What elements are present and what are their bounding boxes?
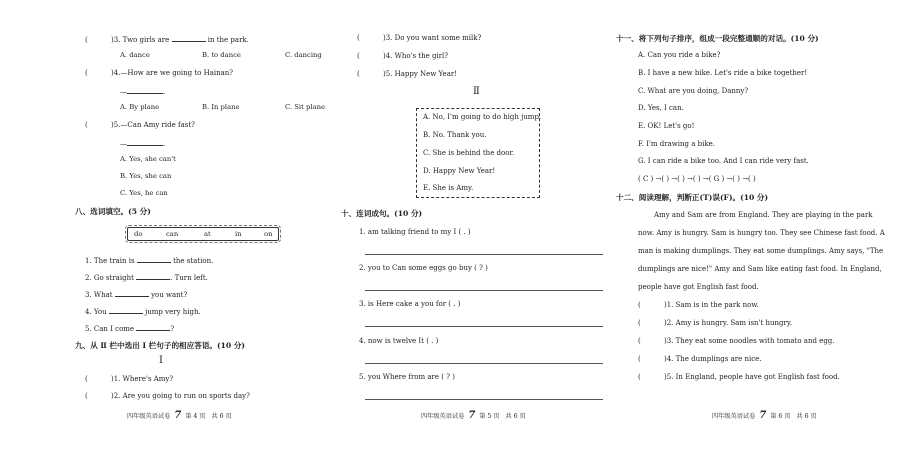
- option-b[interactable]: B. In plane: [202, 103, 240, 111]
- answer-paren[interactable]: (: [638, 319, 641, 327]
- answer-paren[interactable]: (: [357, 52, 360, 60]
- word-bank-item: at: [204, 230, 211, 238]
- answer-write-line[interactable]: [365, 363, 603, 364]
- answer-write-line[interactable]: [365, 254, 603, 255]
- option-c[interactable]: C. dancing: [285, 51, 322, 59]
- word-bank-item: do: [134, 230, 143, 238]
- judge-item-4: ( )4. The dumplings are nice.: [638, 355, 762, 363]
- column-i-label: Ⅰ: [159, 355, 163, 366]
- dialog-sentence: D. Yes, I can.: [638, 104, 684, 112]
- page-5-column: [341, 0, 605, 457]
- fill-blank[interactable]: [136, 323, 170, 331]
- fill-blank[interactable]: [127, 138, 163, 146]
- option-c[interactable]: C. Sit plane: [285, 103, 325, 111]
- exam-logo-mark: 7: [468, 410, 476, 421]
- answer-write-line[interactable]: [365, 326, 603, 327]
- judge-item-2: ( )2. Amy is hungry. Sam isn't hungry.: [638, 319, 793, 327]
- word-bank-box: [127, 227, 279, 241]
- answer-paren[interactable]: (: [638, 355, 641, 363]
- question-5: ( )5.—Can Amy ride fast?: [85, 121, 195, 129]
- sentence-item-1: 1. am talking friend to my I ( . ): [359, 228, 471, 236]
- answer-paren[interactable]: (: [638, 373, 641, 381]
- answer-write-line[interactable]: [365, 290, 603, 291]
- passage-line: Amy and Sam are from England. They are playing in the park: [654, 211, 873, 219]
- exam-logo-mark: 7: [174, 410, 182, 421]
- answer-option: B. No. Thank you.: [423, 131, 487, 139]
- dialog-sentence: E. OK! Let's go!: [638, 122, 695, 130]
- answer-line: — .: [120, 140, 166, 148]
- fill-item-4: 4. You jump very high.: [85, 308, 201, 316]
- judge-item-1: ( )1. Sam is in the park now.: [638, 301, 759, 309]
- option-a[interactable]: A. Yes, she can't: [120, 155, 176, 163]
- fill-blank[interactable]: [137, 255, 171, 263]
- dialog-sentence: A. Can you ride a bike?: [638, 51, 721, 59]
- passage-line: dumplings are nice!" Amy and Sam like eating fast food. In England,: [638, 265, 882, 273]
- dialog-sentence: C. What are you doing, Danny?: [638, 87, 749, 95]
- answer-line: — .: [120, 88, 166, 96]
- fill-blank[interactable]: [172, 34, 206, 42]
- section-11-title: 十一、将下列句子排序，组成一段完整通顺的对话。(10 分): [616, 34, 819, 43]
- section-10-title: 十、连词成句。(10 分): [341, 209, 423, 218]
- answer-options-box: [416, 108, 540, 198]
- option-b[interactable]: B. Yes, she can: [120, 172, 172, 180]
- dialog-sentence: F. I'm drawing a bike.: [638, 140, 715, 148]
- answer-paren[interactable]: (: [638, 337, 641, 345]
- option-b[interactable]: B. to dance: [202, 51, 241, 59]
- page-footer: 四年级英语试卷 7 第 6 页 共 6 页: [712, 410, 817, 421]
- dialog-sentence: G. I can ride a bike too. And I can ride very fast.: [638, 157, 809, 165]
- fill-blank[interactable]: [109, 306, 143, 314]
- section-12-title: 十二、阅读理解，判断正(T)误(F)。(10 分): [616, 193, 769, 202]
- fill-blank[interactable]: [127, 86, 163, 94]
- fill-item-1: 1. The train is the station.: [85, 257, 214, 265]
- answer-paren[interactable]: (: [85, 121, 88, 129]
- section-8-title: 八、选词填空。(5 分): [75, 207, 151, 216]
- sentence-item-2: 2. you to Can some eggs go buy ( ? ): [359, 264, 488, 272]
- exam-logo-mark: 7: [759, 410, 767, 421]
- page-footer: 四年级英语试卷 7 第 5 页 共 6 页: [421, 410, 526, 421]
- match-item-2: ( )2. Are you going to run on sports day?: [85, 392, 250, 400]
- page-6-column: [616, 0, 890, 457]
- option-c[interactable]: C. Yes, he can: [120, 189, 168, 197]
- sentence-item-3: 3. is Here cake a you for ( . ): [359, 300, 461, 308]
- answer-paren[interactable]: (: [357, 70, 360, 78]
- match-item-4: ( )4. Who's the girl?: [357, 52, 449, 60]
- answer-option: A. No, I'm going to do high jump.: [423, 113, 542, 121]
- page-4-column: [75, 0, 333, 457]
- word-bank-item: on: [264, 230, 273, 238]
- judge-item-5: ( )5. In England, people have got English fast food.: [638, 373, 840, 381]
- option-a[interactable]: A. By plane: [120, 103, 160, 111]
- fill-blank[interactable]: [136, 272, 170, 280]
- section-9-title: 九、从 Ⅱ 栏中选出 Ⅰ 栏句子的相应答语。(10 分): [75, 341, 246, 350]
- passage-line: now. Amy is hungry. Sam is hungry too. They see Chinese fast food. A: [638, 229, 885, 237]
- dialog-sentence: B. I have a new bike. Let's ride a bike together!: [638, 69, 808, 77]
- question-4: ( )4.—How are we going to Hainan?: [85, 69, 234, 77]
- answer-paren[interactable]: (: [85, 392, 88, 400]
- fill-item-3: 3. What you want?: [85, 291, 188, 299]
- judge-item-3: ( )3. They eat some noodles with tomato and egg.: [638, 337, 835, 345]
- fill-blank[interactable]: [115, 289, 149, 297]
- order-answer-line[interactable]: ( C ) →( ) →( ) →( ) →( G ) →( ) →( ): [638, 175, 756, 183]
- answer-paren[interactable]: (: [85, 375, 88, 383]
- sentence-item-4: 4. now is twelve It ( . ): [359, 337, 439, 345]
- question-3: ( )3. Two girls are in the park.: [85, 36, 249, 44]
- match-item-3: ( )3. Do you want some milk?: [357, 34, 482, 42]
- answer-paren[interactable]: (: [85, 69, 88, 77]
- page-footer: 四年级英语试卷 7 第 4 页 共 6 页: [127, 410, 232, 421]
- sentence-item-5: 5. you Where from are ( ? ): [359, 373, 455, 381]
- answer-paren[interactable]: (: [85, 36, 88, 44]
- passage-line: man is making dumplings. They eat some dumplings. Amy says, "The: [638, 247, 884, 255]
- word-bank-item: in: [235, 230, 242, 238]
- match-item-5: ( )5. Happy New Year!: [357, 70, 458, 78]
- answer-option: E. She is Amy.: [423, 184, 474, 192]
- column-ii-label: Ⅱ: [473, 86, 480, 97]
- answer-paren[interactable]: (: [357, 34, 360, 42]
- option-a[interactable]: A. dance: [120, 51, 150, 59]
- answer-write-line[interactable]: [365, 399, 603, 400]
- fill-item-2: 2. Go straight . Turn left.: [85, 274, 208, 282]
- answer-option: C. She is behind the door.: [423, 149, 515, 157]
- answer-paren[interactable]: (: [638, 301, 641, 309]
- passage-line: people have got English fast food.: [638, 283, 759, 291]
- word-bank-item: can: [166, 230, 179, 238]
- fill-item-5: 5. Can I come ?: [85, 325, 175, 333]
- answer-option: D. Happy New Year!: [423, 167, 496, 175]
- match-item-1: ( )1. Where's Amy?: [85, 375, 174, 383]
